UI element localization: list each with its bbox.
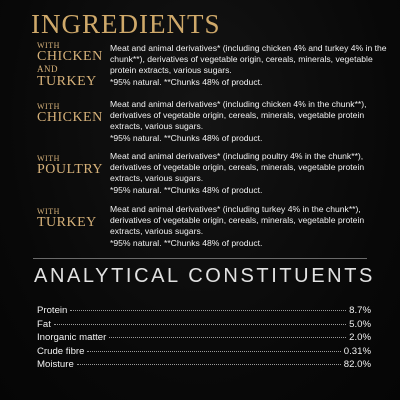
dot-leader bbox=[109, 337, 346, 338]
footnote-text: *95% natural. **Chunks 48% of product. bbox=[110, 132, 263, 143]
description-text: Meat and animal derivatives* (including chicken 4% in the chunk**), derivatives of vegetable origin, cereals, minerals, vegetable protein extracts, various sugars. bbox=[110, 99, 367, 132]
analytical-row-inorganic-matter bbox=[37, 332, 371, 346]
ingredients-title: INGREDIENTS bbox=[31, 9, 221, 39]
variety-description bbox=[110, 99, 395, 144]
variety-name-line: WITH bbox=[37, 154, 60, 163]
constituent-value: 0.31% bbox=[343, 345, 371, 357]
variety-name-line: CHICKEN bbox=[37, 110, 103, 126]
constituent-label: Protein bbox=[37, 305, 68, 316]
variety-description bbox=[110, 43, 395, 88]
variety-name-line: AND bbox=[37, 64, 58, 75]
analytical-row-moisture bbox=[37, 359, 371, 373]
footnote-text: *95% natural. **Chunks 48% of product. bbox=[110, 76, 263, 87]
description-text: Meat and animal derivatives* (including poultry 4% in the chunk**), derivatives of vegetable origin, cereals, minerals, vegetable protein extracts, various sugars. bbox=[110, 151, 365, 184]
constituent-value: 5.0% bbox=[349, 318, 371, 330]
constituent-value: 2.0% bbox=[349, 332, 371, 344]
variety-name-line: WITH bbox=[37, 102, 60, 111]
variety-name-line: TURKEY bbox=[37, 215, 97, 231]
variety-name-line: WITH bbox=[37, 207, 60, 216]
variety-name bbox=[37, 208, 97, 231]
dot-leader bbox=[77, 364, 341, 365]
footnote-text: *95% natural. **Chunks 48% of product. bbox=[110, 184, 263, 195]
variety-name-line: WITH bbox=[37, 41, 60, 50]
variety-description bbox=[110, 204, 395, 249]
variety-name-line: POULTRY bbox=[37, 162, 104, 178]
constituent-label: Moisture bbox=[37, 359, 74, 371]
constituent-label: Fat bbox=[37, 318, 51, 330]
analytical-title: ANALYTICAL CONSTITUENTS bbox=[34, 265, 375, 287]
variety-name bbox=[37, 42, 103, 89]
variety-name-line: CHICKEN bbox=[37, 49, 103, 65]
analytical-row-crude-fibre bbox=[37, 346, 371, 360]
dot-leader bbox=[87, 351, 340, 352]
analytical-row-protein bbox=[37, 305, 371, 319]
dot-leader bbox=[70, 310, 346, 311]
description-text: Meat and animal derivatives* (including turkey 4% in the chunk**), derivatives of vegetable origin, cereals, minerals, vegetable protein extracts, various sugars. bbox=[110, 204, 365, 237]
constituent-value: 82.0% bbox=[343, 359, 371, 371]
description-text: Meat and animal derivatives* (including chicken 4% and turkey 4% in the chunk**), derivatives of vegetable origin, cereals, minerals, vegetable protein extracts, various sugars. bbox=[110, 43, 387, 76]
variety-description bbox=[110, 151, 395, 196]
analytical-row-fat bbox=[37, 319, 371, 333]
constituent-value: 8.7% bbox=[349, 305, 371, 316]
section-divider bbox=[33, 258, 367, 259]
analytical-table bbox=[37, 305, 371, 373]
footnote-text: *95% natural. **Chunks 48% of product. bbox=[110, 237, 263, 248]
constituent-label: Crude fibre bbox=[37, 345, 85, 357]
variety-name-line: TURKEY bbox=[37, 73, 97, 89]
constituent-label: Inorganic matter bbox=[37, 332, 107, 344]
variety-name bbox=[37, 155, 103, 178]
variety-name bbox=[37, 103, 103, 126]
dot-leader bbox=[54, 324, 346, 325]
